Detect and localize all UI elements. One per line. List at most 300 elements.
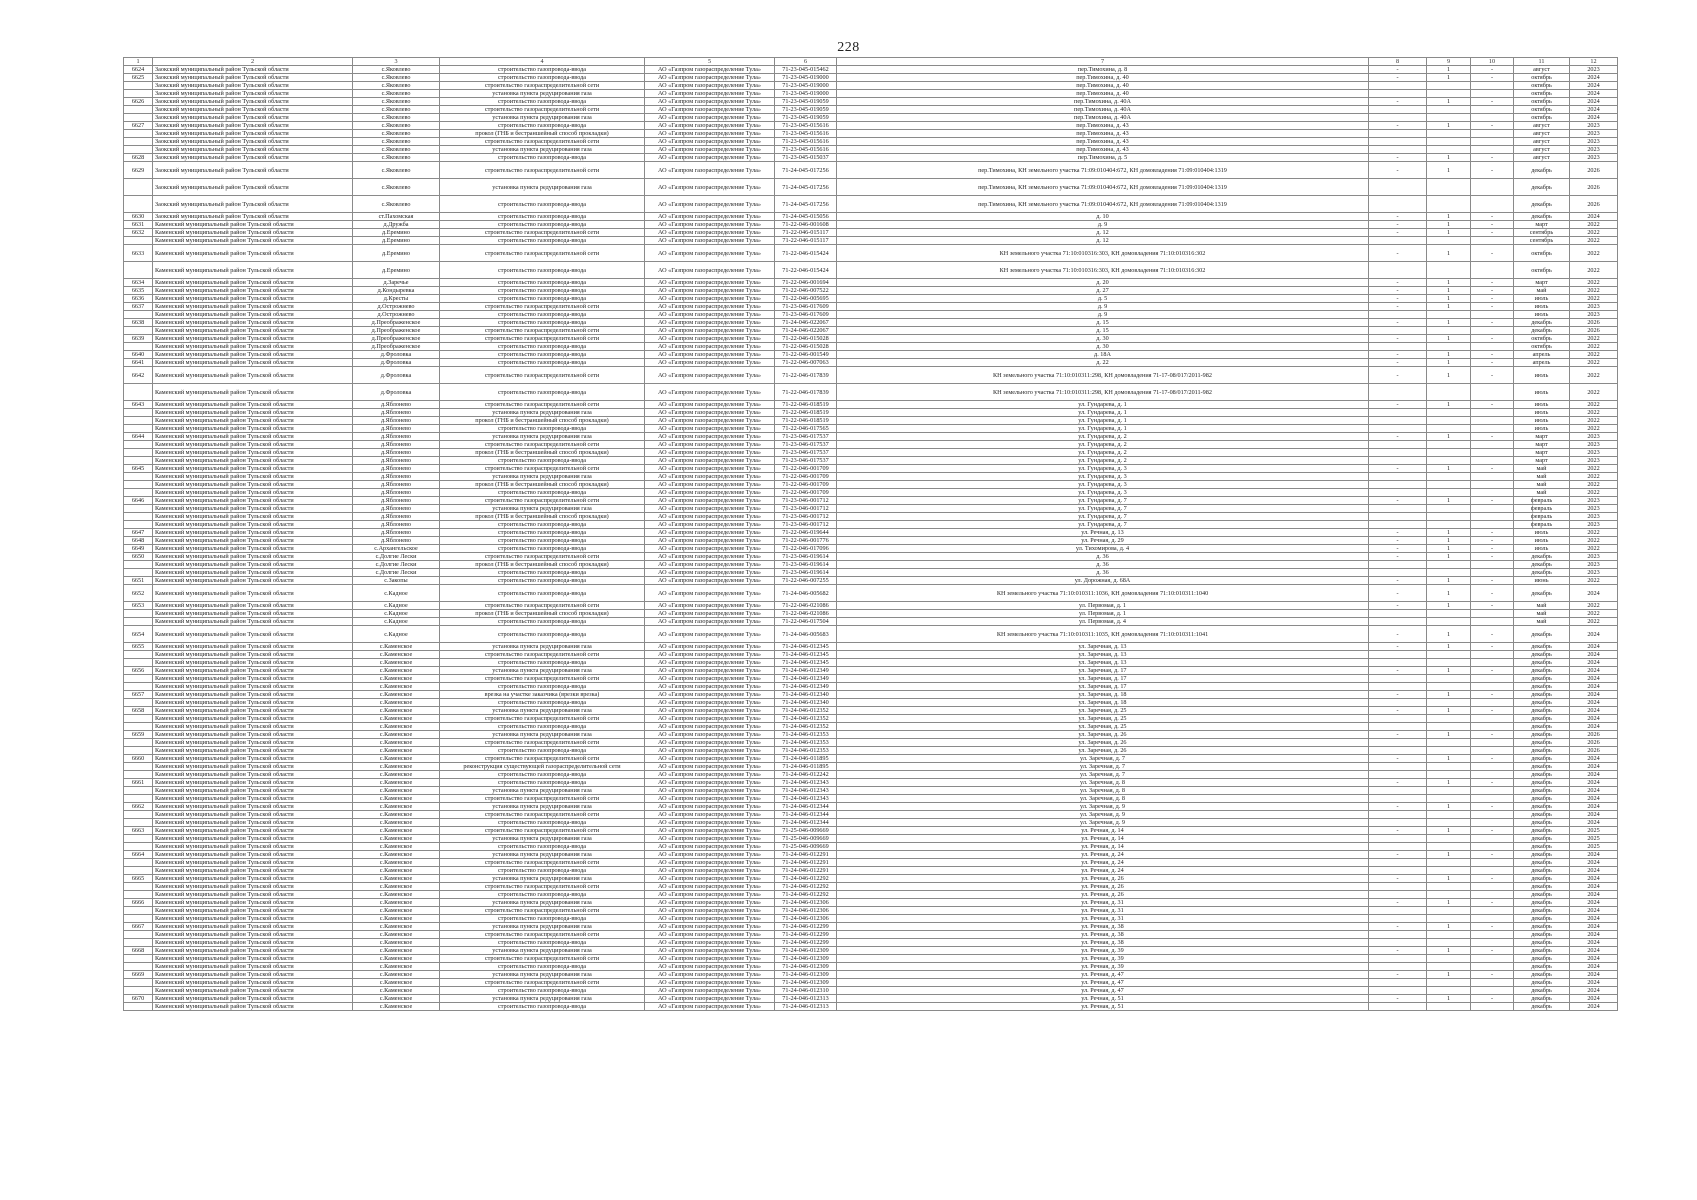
column-number-12: 12 (1570, 58, 1618, 66)
cell-work-type: строительство газораспределительной сети (440, 367, 645, 384)
cell-application-number: 71-24-046-022067 (775, 319, 837, 327)
cell-col9-value: 1 (1427, 98, 1471, 106)
table-row (124, 114, 1618, 122)
cell-col8-value: - (1369, 154, 1427, 162)
cell-address: д. 36 (837, 553, 1369, 561)
cell-col10-value: - (1471, 319, 1514, 327)
cell-month: февраль (1514, 513, 1570, 521)
cell-address: КН земельного участка 71:10:010311:298, КН домовладения 71-17-08/017/2011-982 (837, 367, 1369, 384)
cell-month: декабрь (1514, 811, 1570, 819)
cell-application-number: 71-23-045-015616 (775, 122, 837, 130)
cell-application-number: 71-22-046-017839 (775, 367, 837, 384)
cell-row-number: 6637 (124, 303, 153, 311)
cell-settlement: с.Кадное (353, 610, 440, 618)
cell-operator: АО «Газпром газораспределение Тула» (645, 1003, 775, 1011)
cell-col9-value (1427, 569, 1471, 577)
cell-month: июнь (1514, 577, 1570, 585)
cell-col10-value: - (1471, 367, 1514, 384)
cell-col9-value: 1 (1427, 553, 1471, 561)
cell-address: ул. Гундарева, д. 7 (837, 497, 1369, 505)
cell-col8-value (1369, 979, 1427, 987)
cell-address: пер.Тимохина, д. 5 (837, 154, 1369, 162)
cell-address: д. 9 (837, 311, 1369, 319)
cell-operator: АО «Газпром газораспределение Тула» (645, 449, 775, 457)
cell-municipal-district: Заокский муниципальный район Тульской области (153, 106, 353, 114)
cell-municipal-district: Каменский муниципальный район Тульской области (153, 747, 353, 755)
cell-month: март (1514, 279, 1570, 287)
cell-settlement: д.Яблонево (353, 425, 440, 433)
cell-address: пер.Тимохина, д. 40 (837, 82, 1369, 90)
cell-work-type: установка пункта редуцирования газа (440, 899, 645, 907)
cell-municipal-district: Заокский муниципальный район Тульской области (153, 130, 353, 138)
cell-row-number: 6629 (124, 162, 153, 179)
table-row (124, 939, 1618, 947)
cell-operator: АО «Газпром газораспределение Тула» (645, 122, 775, 130)
cell-address: ул. Речная, д. 51 (837, 1003, 1369, 1011)
cell-municipal-district: Заокский муниципальный район Тульской области (153, 90, 353, 98)
cell-operator: АО «Газпром газораспределение Тула» (645, 90, 775, 98)
cell-application-number: 71-23-045-019000 (775, 82, 837, 90)
cell-col8-value (1369, 883, 1427, 891)
cell-row-number (124, 843, 153, 851)
cell-col8-value: - (1369, 66, 1427, 74)
cell-col10-value (1471, 883, 1514, 891)
cell-col10-value: - (1471, 279, 1514, 287)
table-row (124, 618, 1618, 626)
table-body (124, 66, 1618, 1011)
cell-settlement: с.Каменское (353, 1003, 440, 1011)
cell-row-number (124, 955, 153, 963)
column-number-1: 1 (124, 58, 153, 66)
cell-address: ул. Заречная, д. 7 (837, 771, 1369, 779)
cell-municipal-district: Каменский муниципальный район Тульской области (153, 553, 353, 561)
cell-application-number: 71-24-046-012352 (775, 715, 837, 723)
table-row (124, 489, 1618, 497)
cell-col8-value: - (1369, 643, 1427, 651)
cell-month: декабрь (1514, 196, 1570, 213)
cell-col8-value (1369, 859, 1427, 867)
cell-settlement: с.Яковлево (353, 146, 440, 154)
cell-operator: АО «Газпром газораспределение Тула» (645, 130, 775, 138)
cell-col10-value: - (1471, 803, 1514, 811)
cell-work-type: установка пункта редуцирования газа (440, 731, 645, 739)
cell-row-number: 6667 (124, 923, 153, 931)
cell-year: 2024 (1570, 763, 1618, 771)
cell-address: д. 12 (837, 237, 1369, 245)
cell-work-type: строительство газопровода-ввода (440, 98, 645, 106)
cell-application-number: 71-22-046-018519 (775, 417, 837, 425)
table-row (124, 237, 1618, 245)
cell-col8-value: - (1369, 287, 1427, 295)
cell-work-type: установка пункта редуцирования газа (440, 643, 645, 651)
cell-municipal-district: Заокский муниципальный район Тульской области (153, 114, 353, 122)
cell-application-number: 71-22-046-018519 (775, 401, 837, 409)
cell-municipal-district: Каменский муниципальный район Тульской области (153, 497, 353, 505)
cell-application-number: 71-23-045-019000 (775, 74, 837, 82)
cell-col8-value: - (1369, 779, 1427, 787)
cell-row-number (124, 787, 153, 795)
cell-operator: АО «Газпром газораспределение Тула» (645, 795, 775, 803)
cell-application-number: 71-23-046-001712 (775, 497, 837, 505)
cell-municipal-district: Каменский муниципальный район Тульской области (153, 643, 353, 651)
cell-work-type: строительство газопровода-ввода (440, 747, 645, 755)
cell-month: декабрь (1514, 803, 1570, 811)
cell-month: декабрь (1514, 955, 1570, 963)
cell-year: 2022 (1570, 295, 1618, 303)
cell-col10-value (1471, 891, 1514, 899)
cell-row-number: 6657 (124, 691, 153, 699)
cell-year: 2024 (1570, 699, 1618, 707)
cell-municipal-district: Каменский муниципальный район Тульской области (153, 651, 353, 659)
cell-work-type: строительство газораспределительной сети (440, 335, 645, 343)
cell-col8-value: - (1369, 359, 1427, 367)
cell-operator: АО «Газпром газораспределение Тула» (645, 739, 775, 747)
cell-year: 2026 (1570, 739, 1618, 747)
cell-operator: АО «Газпром газораспределение Тула» (645, 787, 775, 795)
cell-month: декабрь (1514, 715, 1570, 723)
cell-col10-value: - (1471, 779, 1514, 787)
cell-col9-value (1427, 675, 1471, 683)
cell-municipal-district: Каменский муниципальный район Тульской области (153, 529, 353, 537)
cell-col10-value: - (1471, 667, 1514, 675)
cell-settlement: с.Каменское (353, 675, 440, 683)
table-row (124, 651, 1618, 659)
cell-row-number (124, 513, 153, 521)
cell-application-number: 71-24-046-012299 (775, 923, 837, 931)
cell-month: декабрь (1514, 987, 1570, 995)
cell-work-type: установка пункта редуцирования газа (440, 433, 645, 441)
cell-settlement: д.Еремино (353, 262, 440, 279)
cell-year: 2026 (1570, 196, 1618, 213)
cell-application-number: 71-24-046-012242 (775, 771, 837, 779)
cell-settlement: с.Яковлево (353, 179, 440, 196)
cell-col8-value (1369, 987, 1427, 995)
cell-col10-value (1471, 311, 1514, 319)
cell-row-number (124, 907, 153, 915)
cell-settlement: с.Каменское (353, 955, 440, 963)
cell-settlement: д.Яблонево (353, 457, 440, 465)
cell-month: июль (1514, 384, 1570, 401)
cell-col9-value (1427, 795, 1471, 803)
cell-month: июль (1514, 367, 1570, 384)
cell-col8-value: - (1369, 923, 1427, 931)
cell-municipal-district: Каменский муниципальный район Тульской области (153, 891, 353, 899)
cell-year: 2022 (1570, 577, 1618, 585)
cell-settlement: д.Преображенское (353, 335, 440, 343)
cell-settlement: с.Яковлево (353, 130, 440, 138)
cell-col8-value (1369, 819, 1427, 827)
cell-year: 2022 (1570, 279, 1618, 287)
cell-address: ул. Гундарева, д. 1 (837, 425, 1369, 433)
cell-row-number (124, 521, 153, 529)
cell-col9-value (1427, 481, 1471, 489)
cell-operator: АО «Газпром газораспределение Тула» (645, 859, 775, 867)
cell-col8-value: - (1369, 367, 1427, 384)
cell-settlement: д.Кондыревка (353, 287, 440, 295)
cell-year: 2026 (1570, 319, 1618, 327)
cell-year: 2024 (1570, 899, 1618, 907)
cell-row-number (124, 384, 153, 401)
cell-year: 2023 (1570, 441, 1618, 449)
cell-row-number: 6645 (124, 465, 153, 473)
table-row (124, 537, 1618, 545)
cell-address: д. 36 (837, 561, 1369, 569)
cell-col9-value (1427, 915, 1471, 923)
cell-month: декабрь (1514, 569, 1570, 577)
cell-col10-value (1471, 795, 1514, 803)
table-row (124, 513, 1618, 521)
cell-address: ул. Заречная, д. 26 (837, 731, 1369, 739)
cell-row-number (124, 963, 153, 971)
cell-row-number: 6666 (124, 899, 153, 907)
cell-month: март (1514, 457, 1570, 465)
cell-municipal-district: Каменский муниципальный район Тульской области (153, 699, 353, 707)
cell-work-type: установка пункта редуцирования газа (440, 923, 645, 931)
cell-application-number: 71-22-046-021086 (775, 610, 837, 618)
cell-col9-value (1427, 979, 1471, 987)
cell-municipal-district: Каменский муниципальный район Тульской области (153, 425, 353, 433)
cell-col8-value: - (1369, 497, 1427, 505)
cell-application-number: 71-24-046-012345 (775, 659, 837, 667)
cell-work-type: строительство газораспределительной сети (440, 955, 645, 963)
cell-row-number: 6633 (124, 245, 153, 262)
cell-application-number: 71-24-046-012340 (775, 699, 837, 707)
cell-year: 2024 (1570, 915, 1618, 923)
cell-month: июль (1514, 529, 1570, 537)
cell-row-number (124, 979, 153, 987)
cell-month: декабрь (1514, 819, 1570, 827)
cell-work-type: строительство газопровода-ввода (440, 529, 645, 537)
cell-year: 2024 (1570, 683, 1618, 691)
cell-settlement: д.Заречье (353, 279, 440, 287)
cell-row-number (124, 835, 153, 843)
cell-operator: АО «Газпром газораспределение Тула» (645, 98, 775, 106)
cell-work-type: строительство газораспределительной сети (440, 651, 645, 659)
cell-col10-value: - (1471, 287, 1514, 295)
cell-settlement: с.Каменское (353, 939, 440, 947)
cell-settlement: с.Каменское (353, 763, 440, 771)
cell-work-type: строительство газопровода-ввода (440, 577, 645, 585)
cell-year: 2022 (1570, 401, 1618, 409)
cell-work-type: строительство газопровода-ввода (440, 891, 645, 899)
table-row (124, 577, 1618, 585)
cell-address: пер.Тимохина, д. 43 (837, 122, 1369, 130)
cell-work-type: строительство газопровода-ввода (440, 66, 645, 74)
cell-municipal-district: Каменский муниципальный район Тульской области (153, 811, 353, 819)
cell-municipal-district: Каменский муниципальный район Тульской области (153, 955, 353, 963)
cell-operator: АО «Газпром газораспределение Тула» (645, 457, 775, 465)
cell-month: март (1514, 441, 1570, 449)
table-row (124, 699, 1618, 707)
table-row (124, 154, 1618, 162)
cell-col8-value (1369, 659, 1427, 667)
cell-col9-value: 1 (1427, 319, 1471, 327)
cell-col8-value: - (1369, 465, 1427, 473)
cell-settlement: с.Яковлево (353, 90, 440, 98)
cell-municipal-district: Каменский муниципальный район Тульской области (153, 577, 353, 585)
cell-work-type: строительство газопровода-ввода (440, 122, 645, 130)
cell-municipal-district: Каменский муниципальный район Тульской области (153, 229, 353, 237)
cell-address: ул. Дорожная, д. 68А (837, 577, 1369, 585)
cell-work-type: установка пункта редуцирования газа (440, 851, 645, 859)
cell-col10-value (1471, 763, 1514, 771)
cell-row-number (124, 90, 153, 98)
cell-settlement: с.Долгие Лески (353, 561, 440, 569)
cell-application-number: 71-24-046-012299 (775, 939, 837, 947)
cell-row-number: 6664 (124, 851, 153, 859)
cell-application-number: 71-23-045-015616 (775, 138, 837, 146)
cell-work-type: установка пункта редуцирования газа (440, 146, 645, 154)
cell-year: 2022 (1570, 384, 1618, 401)
cell-settlement: с.Яковлево (353, 114, 440, 122)
cell-col10-value (1471, 651, 1514, 659)
cell-work-type: строительство газопровода-ввода (440, 351, 645, 359)
cell-month: декабрь (1514, 995, 1570, 1003)
cell-settlement: с.Каменское (353, 995, 440, 1003)
column-number-9: 9 (1427, 58, 1471, 66)
cell-settlement: с.Яковлево (353, 106, 440, 114)
cell-work-type: строительство газопровода-ввода (440, 683, 645, 691)
cell-month: июль (1514, 537, 1570, 545)
table-row (124, 221, 1618, 229)
cell-application-number: 71-24-045-017256 (775, 196, 837, 213)
cell-row-number: 6634 (124, 279, 153, 287)
cell-row-number (124, 262, 153, 279)
cell-row-number (124, 610, 153, 618)
cell-year: 2023 (1570, 66, 1618, 74)
cell-col8-value: - (1369, 245, 1427, 262)
cell-month: август (1514, 66, 1570, 74)
cell-col10-value (1471, 715, 1514, 723)
cell-col10-value (1471, 955, 1514, 963)
cell-month: декабрь (1514, 947, 1570, 955)
cell-operator: АО «Газпром газораспределение Тула» (645, 114, 775, 122)
cell-application-number: 71-24-046-012306 (775, 907, 837, 915)
cell-settlement: с.Каменское (353, 643, 440, 651)
table-row (124, 295, 1618, 303)
cell-col10-value (1471, 513, 1514, 521)
cell-col9-value: 1 (1427, 433, 1471, 441)
cell-application-number: 71-24-046-012310 (775, 987, 837, 995)
cell-municipal-district: Каменский муниципальный район Тульской области (153, 311, 353, 319)
cell-address: ул. Речная, д. 26 (837, 883, 1369, 891)
cell-municipal-district: Каменский муниципальный район Тульской области (153, 683, 353, 691)
cell-col9-value (1427, 683, 1471, 691)
cell-settlement: д.Еремино (353, 237, 440, 245)
cell-year: 2023 (1570, 122, 1618, 130)
cell-year: 2024 (1570, 907, 1618, 915)
cell-application-number: 71-25-046-009669 (775, 835, 837, 843)
cell-municipal-district: Каменский муниципальный район Тульской области (153, 763, 353, 771)
cell-operator: АО «Газпром газораспределение Тула» (645, 311, 775, 319)
cell-application-number: 71-24-046-012353 (775, 739, 837, 747)
cell-month: июль (1514, 401, 1570, 409)
cell-work-type: прокол (ГНБ и бестраншейный способ прокладки) (440, 130, 645, 138)
cell-settlement: с.Закопы (353, 577, 440, 585)
cell-settlement: д.Фроловка (353, 351, 440, 359)
cell-municipal-district: Каменский муниципальный район Тульской области (153, 843, 353, 851)
cell-year: 2022 (1570, 602, 1618, 610)
table-row (124, 811, 1618, 819)
cell-operator: АО «Газпром газораспределение Тула» (645, 196, 775, 213)
table-row (124, 262, 1618, 279)
cell-col8-value: - (1369, 335, 1427, 343)
cell-col9-value: 1 (1427, 537, 1471, 545)
cell-col10-value (1471, 343, 1514, 351)
cell-col9-value (1427, 521, 1471, 529)
cell-application-number: 71-24-046-012292 (775, 875, 837, 883)
cell-row-number (124, 819, 153, 827)
cell-operator: АО «Газпром газораспределение Тула» (645, 74, 775, 82)
cell-col8-value (1369, 771, 1427, 779)
cell-col9-value (1427, 237, 1471, 245)
cell-operator: АО «Газпром газораспределение Тула» (645, 146, 775, 154)
table-row (124, 311, 1618, 319)
cell-col10-value (1471, 867, 1514, 875)
cell-col8-value (1369, 311, 1427, 319)
cell-settlement: с.Долгие Лески (353, 569, 440, 577)
cell-municipal-district: Каменский муниципальный район Тульской области (153, 755, 353, 763)
cell-settlement: д.Яблонево (353, 529, 440, 537)
cell-row-number: 6655 (124, 643, 153, 651)
cell-col9-value: 1 (1427, 731, 1471, 739)
cell-row-number (124, 457, 153, 465)
cell-municipal-district: Каменский муниципальный район Тульской области (153, 457, 353, 465)
cell-month: декабрь (1514, 835, 1570, 843)
cell-year: 2026 (1570, 747, 1618, 755)
registry-table (123, 57, 1618, 1011)
cell-settlement: с.Яковлево (353, 138, 440, 146)
cell-month: декабрь (1514, 213, 1570, 221)
cell-month: июль (1514, 409, 1570, 417)
cell-col8-value: - (1369, 433, 1427, 441)
cell-settlement: д.Яблонево (353, 537, 440, 545)
cell-col10-value: - (1471, 537, 1514, 545)
cell-work-type: прокол (ГНБ и бестраншейный способ прокладки) (440, 417, 645, 425)
cell-address: ул. Речная, д. 24 (837, 859, 1369, 867)
cell-operator: АО «Газпром газораспределение Тула» (645, 659, 775, 667)
table-row (124, 279, 1618, 287)
table-row (124, 529, 1618, 537)
cell-work-type: строительство газопровода-ввода (440, 699, 645, 707)
cell-operator: АО «Газпром газораспределение Тула» (645, 497, 775, 505)
cell-col8-value (1369, 327, 1427, 335)
cell-municipal-district: Каменский муниципальный район Тульской области (153, 995, 353, 1003)
cell-year: 2024 (1570, 955, 1618, 963)
cell-col10-value (1471, 114, 1514, 122)
table-row (124, 162, 1618, 179)
cell-address: ул. Первомая, д. 1 (837, 610, 1369, 618)
cell-operator: АО «Газпром газораспределение Тула» (645, 473, 775, 481)
cell-col8-value (1369, 441, 1427, 449)
cell-col8-value: - (1369, 995, 1427, 1003)
cell-month: декабрь (1514, 319, 1570, 327)
table-row (124, 521, 1618, 529)
cell-municipal-district: Каменский муниципальный район Тульской области (153, 899, 353, 907)
cell-month: февраль (1514, 505, 1570, 513)
cell-work-type: строительство газопровода-ввода (440, 457, 645, 465)
cell-address: ул. Заречная, д. 9 (837, 819, 1369, 827)
cell-address: д. 5 (837, 295, 1369, 303)
cell-col10-value (1471, 610, 1514, 618)
cell-col9-value: 1 (1427, 229, 1471, 237)
cell-col10-value (1471, 699, 1514, 707)
cell-col10-value: - (1471, 643, 1514, 651)
cell-municipal-district: Каменский муниципальный район Тульской области (153, 715, 353, 723)
cell-address: ул. Гундарева, д. 1 (837, 417, 1369, 425)
cell-work-type: установка пункта редуцирования газа (440, 667, 645, 675)
cell-application-number: 71-24-046-012291 (775, 851, 837, 859)
